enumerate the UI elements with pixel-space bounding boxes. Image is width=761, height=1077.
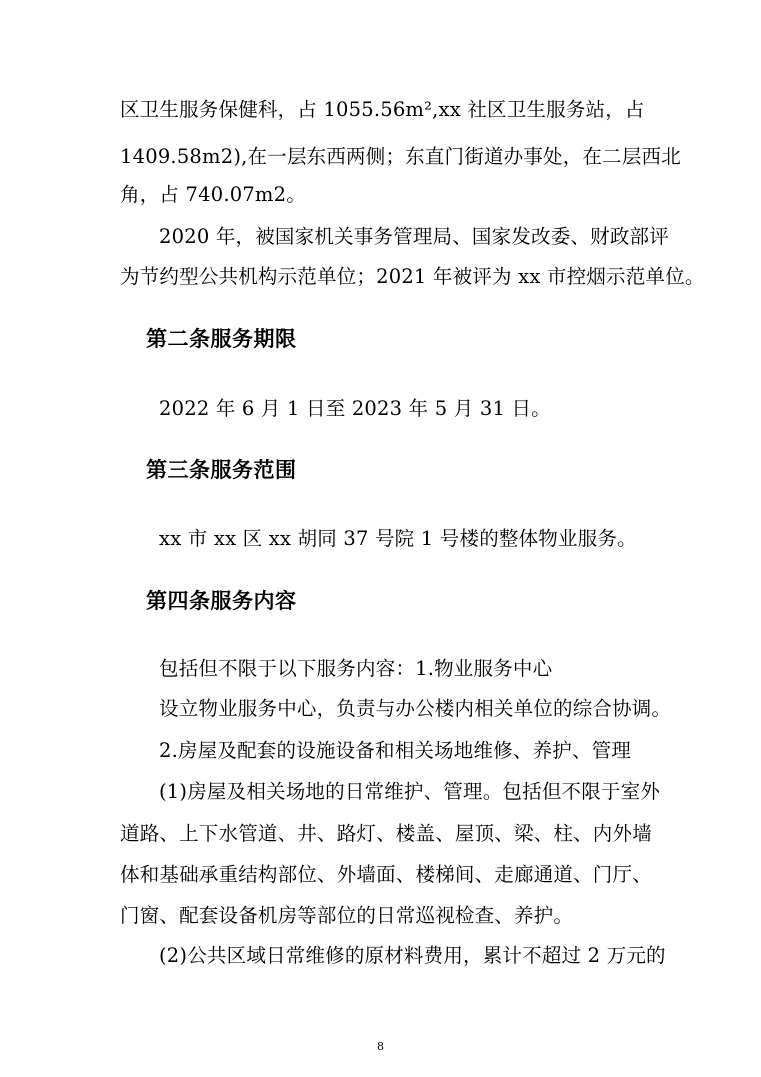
service-content-line: (2)公共区域日常维修的原材料费用，累计不超过 2 万元的 — [159, 944, 666, 967]
paragraph-line: 角，占 740.07m2。 — [120, 183, 306, 206]
service-content-line: (1)房屋及相关场地的日常维护、管理。包括但不限于室外 — [159, 780, 661, 803]
service-period-text: 2022 年 6 月 1 日至 2023 年 5 月 31 日。 — [159, 397, 551, 420]
service-content-line: 道路、上下水管道、井、路灯、楼盖、屋顶、梁、柱、内外墙 — [120, 822, 652, 845]
service-scope-text: xx 市 xx 区 xx 胡同 37 号院 1 号楼的整体物业服务。 — [159, 527, 637, 550]
service-content-line: 包括但不限于以下服务内容：1.物业服务中心 — [159, 657, 553, 680]
service-content-line: 2.房屋及配套的设施设备和相关场地维修、养护、管理 — [159, 739, 632, 762]
paragraph-line: 1409.58m2),在一层东西两侧；东直门街道办事处，在二层西北 — [120, 145, 681, 168]
service-content-line: 体和基础承重结构部位、外墙面、楼梯间、走廊通道、门厅、 — [120, 863, 652, 886]
paragraph-line: 2020 年，被国家机关事务管理局、国家发改委、财政部评 — [159, 225, 669, 248]
section-heading-service-scope: 第三条服务范围 — [146, 457, 297, 482]
paragraph-line: 为节约型公共机构示范单位；2021 年被评为 xx 市控烟示范单位。 — [120, 265, 705, 288]
page-number: 8 — [377, 1040, 384, 1053]
service-content-line: 设立物业服务中心，负责与办公楼内相关单位的综合协调。 — [159, 697, 672, 720]
section-heading-service-content: 第四条服务内容 — [146, 588, 297, 613]
service-content-line: 门窗、配套设备机房等部位的日常巡视检查、养护。 — [120, 904, 574, 927]
paragraph-line: 区卫生服务保健科，占 1055.56m²,xx 社区卫生服务站，占 — [120, 98, 645, 121]
section-heading-service-period: 第二条服务期限 — [146, 326, 297, 351]
